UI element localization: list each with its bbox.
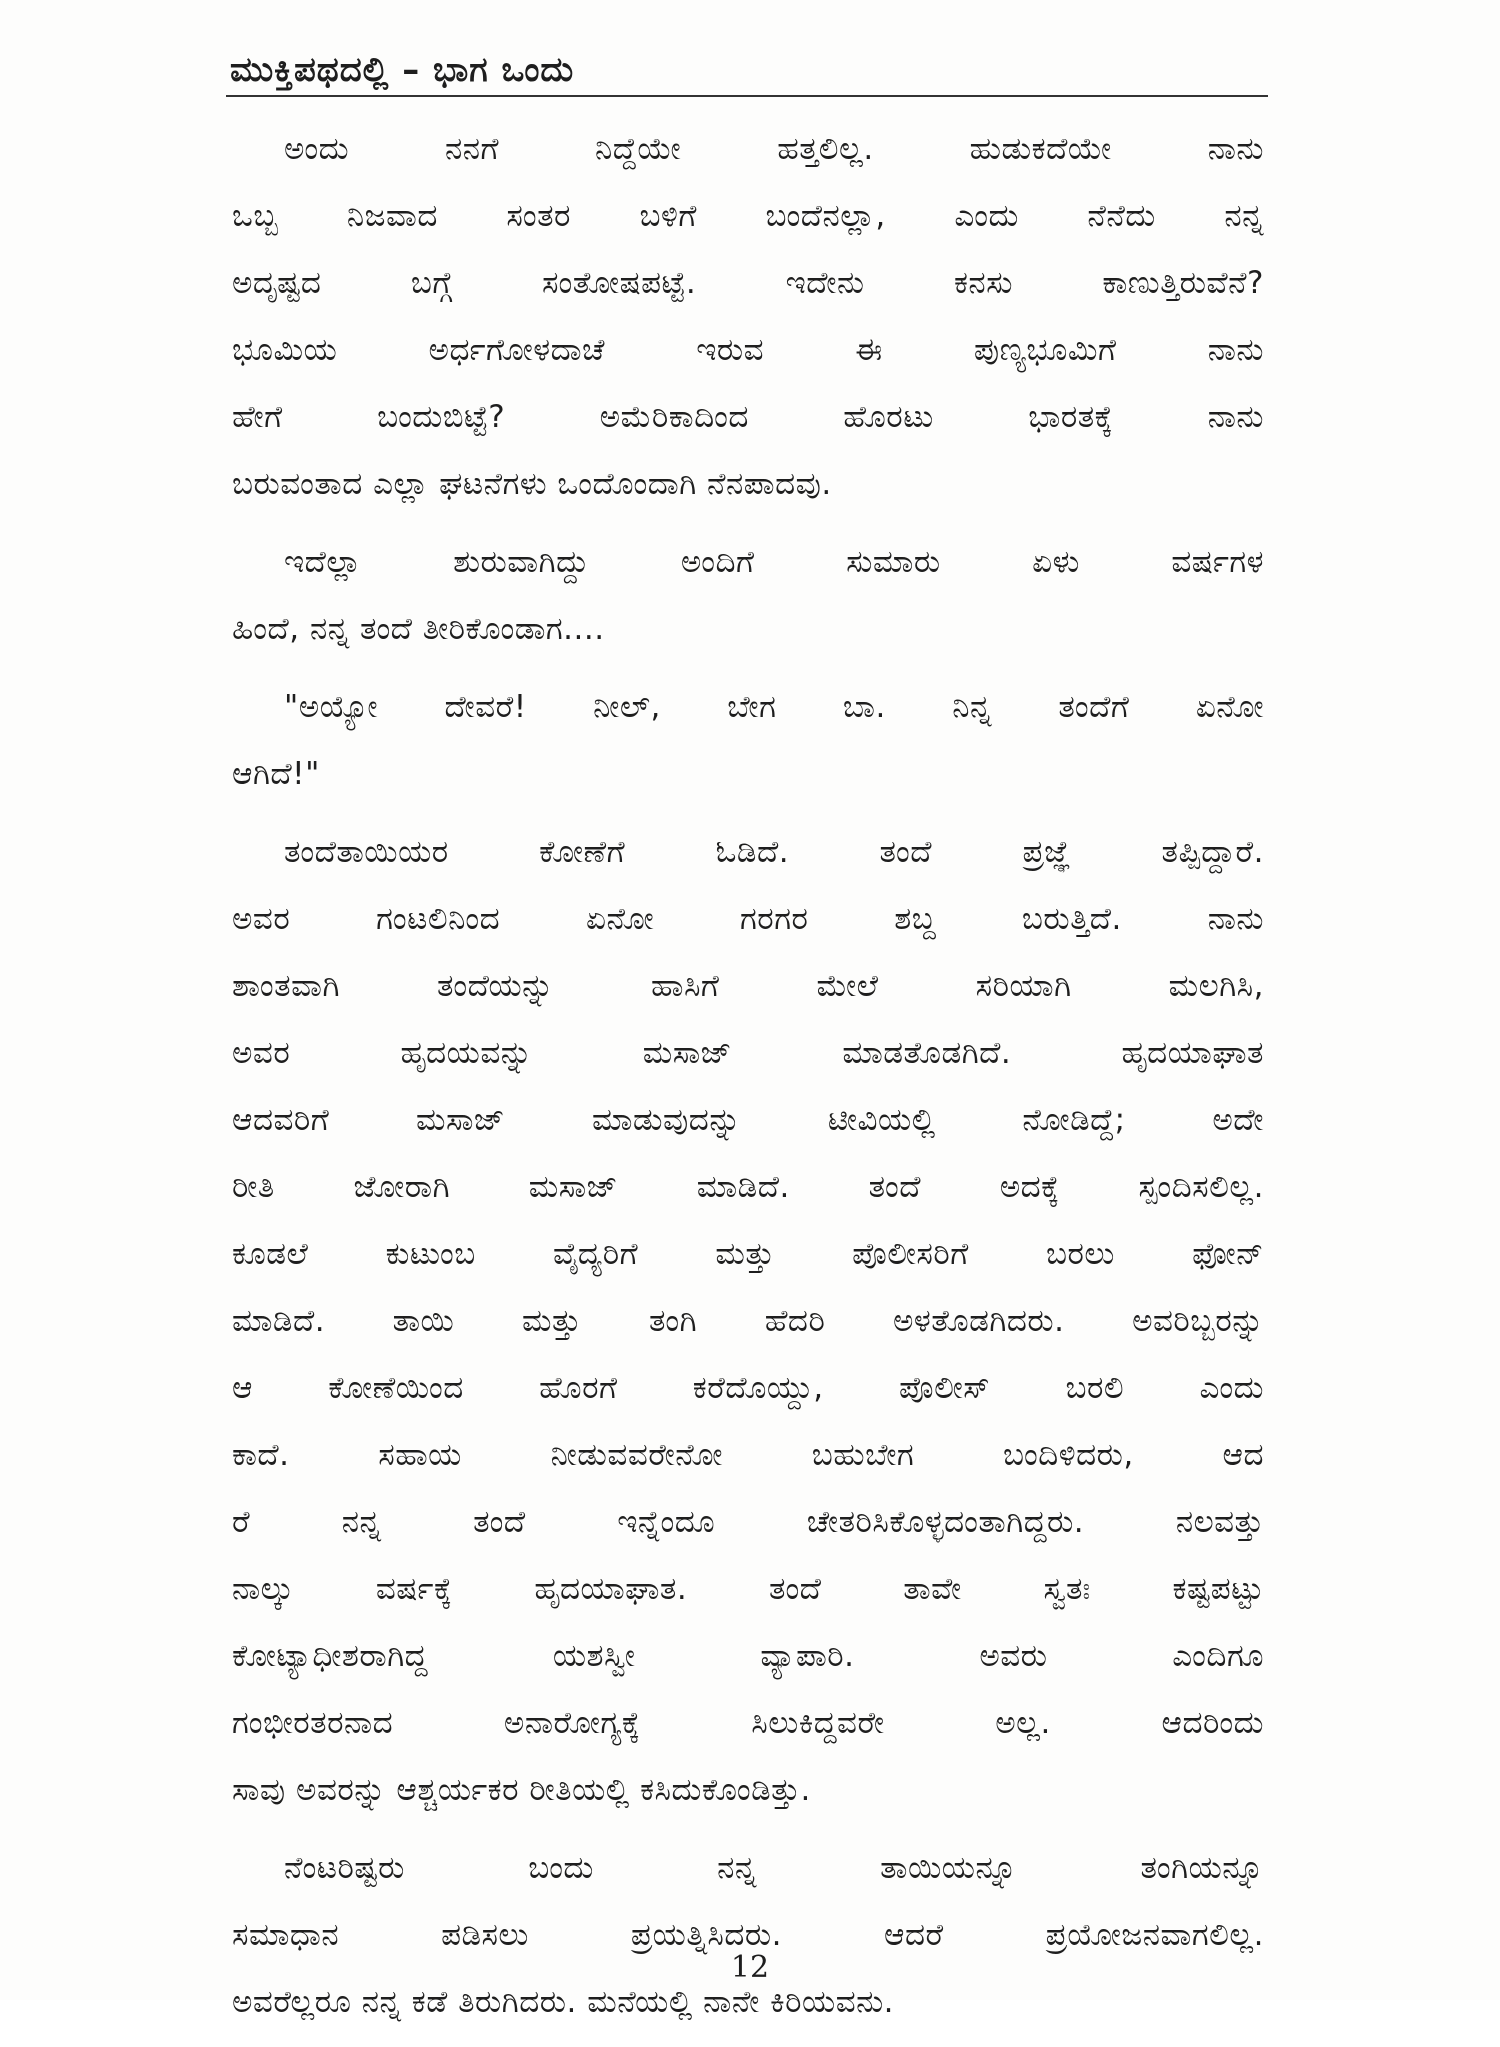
- text-line: ಗಂಭೀರತರನಾದ ಅನಾರೋಗ್ಯಕ್ಕೆ ಸಿಲುಕಿದ್ದವರೇ ಅಲ್ಲ. ಆದರಿಂದು: [232, 1705, 1264, 1741]
- running-head: ಮುಕ್ತಿಪಥದಲ್ಲಿ – ಭಾಗ ಒಂದು: [230, 50, 575, 90]
- paragraph: [232, 116, 1264, 518]
- text-line: ಇದೆಲ್ಲಾ ಶುರುವಾಗಿದ್ದು ಅಂದಿಗೆ ಸುಮಾರು ಏಳು ವರ್ಷಗಳ: [284, 544, 1264, 580]
- text-line: ಕೂಡಲೆ ಕುಟುಂಬ ವೈದ್ಯರಿಗೆ ಮತ್ತು ಪೊಲೀಸರಿಗೆ ಬರಲು ಫೋನ್: [232, 1236, 1264, 1272]
- paragraph: [232, 1835, 1264, 2036]
- text-line: ನೆಂಟರಿಷ್ಟರು ಬಂದು ನನ್ನ ತಾಯಿಯನ್ನೂ ತಂಗಿಯನ್ನೂ: [284, 1850, 1264, 1886]
- text-line: ನಾಲ್ಕು ವರ್ಷಕ್ಕೆ ಹೃದಯಾಘಾತ. ತಂದೆ ತಾವೇ ಸ್ವತಃ ಕಷ್ಟಪಟ್ಟು: [232, 1571, 1264, 1607]
- text-line: ರೆ ನನ್ನ ತಂದೆ ಇನ್ನೆಂದೂ ಚೇತರಿಸಿಕೊಳ್ಳದಂತಾಗಿದ್ದರು. ನಲವತ್ತು: [232, 1504, 1264, 1540]
- text-line: ಅವರೆಲ್ಲರೂ ನನ್ನ ಕಡೆ ತಿರುಗಿದರು. ಮನೆಯಲ್ಲಿ ನಾನೇ ಕಿರಿಯವನು.: [232, 1984, 895, 2020]
- text-line: ಅವರ ಗಂಟಲಿನಿಂದ ಏನೋ ಗರಗರ ಶಬ್ದ ಬರುತ್ತಿದೆ. ನಾನು: [232, 901, 1264, 937]
- text-line: ಶಾಂತವಾಗಿ ತಂದೆಯನ್ನು ಹಾಸಿಗೆ ಮೇಲೆ ಸರಿಯಾಗಿ ಮಲಗಿಸಿ,: [232, 968, 1264, 1004]
- header-rule: [226, 95, 1268, 97]
- paragraph: [232, 529, 1264, 663]
- body-text: [232, 116, 1264, 2047]
- text-line: ಹೇಗೆ ಬಂದುಬಿಟ್ಟೆ? ಅಮೆರಿಕಾದಿಂದ ಹೊರಟು ಭಾರತಕ್ಕೆ ನಾನು: [232, 399, 1264, 435]
- text-line: ಸಾವು ಅವರನ್ನು ಆಶ್ಚರ್ಯಕರ ರೀತಿಯಲ್ಲಿ ಕಸಿದುಕೊಂಡಿತ್ತು.: [232, 1772, 811, 1808]
- text-line: ಆ ಕೋಣೆಯಿಂದ ಹೊರಗೆ ಕರೆದೊಯ್ದು, ಪೊಲೀಸ್ ಬರಲಿ ಎಂದು: [232, 1370, 1264, 1406]
- text-line: ಬರುವಂತಾದ ಎಲ್ಲಾ ಘಟನೆಗಳು ಒಂದೊಂದಾಗಿ ನೆನಪಾದವು.: [232, 466, 832, 502]
- text-line: ಕೋಟ್ಯಾಧೀಶರಾಗಿದ್ದ ಯಶಸ್ವೀ ವ್ಯಾಪಾರಿ. ಅವರು ಎಂದಿಗೂ: [232, 1638, 1264, 1674]
- text-line: ಮಾಡಿದೆ. ತಾಯಿ ಮತ್ತು ತಂಗಿ ಹೆದರಿ ಅಳತೊಡಗಿದರು. ಅವರಿಬ್ಬರನ್ನು: [232, 1303, 1264, 1339]
- text-line: ಕಾದೆ. ಸಹಾಯ ನೀಡುವವರೇನೋ ಬಹುಬೇಗ ಬಂದಿಳಿದರು, ಆದ: [232, 1437, 1264, 1473]
- paragraph: [232, 819, 1264, 1824]
- text-line: "ಅಯ್ಯೋ ದೇವರೆ! ನೀಲ್, ಬೇಗ ಬಾ. ನಿನ್ನ ತಂದೆಗೆ ಏನೋ: [284, 689, 1264, 725]
- text-line: ರೀತಿ ಜೋರಾಗಿ ಮಸಾಜ್ ಮಾಡಿದೆ. ತಂದೆ ಅದಕ್ಕೆ ಸ್ಪಂದಿಸಲಿಲ್ಲ.: [232, 1169, 1264, 1205]
- text-line: ಅಂದು ನನಗೆ ನಿದ್ದೆಯೇ ಹತ್ತಲಿಲ್ಲ. ಹುಡುಕದೆಯೇ ನಾನು: [284, 131, 1264, 167]
- text-line: ಆಗಿದೆ!": [232, 756, 320, 792]
- text-line: ಅದೃಷ್ಟದ ಬಗ್ಗೆ ಸಂತೋಷಪಟ್ಟೆ. ಇದೇನು ಕನಸು ಕಾಣುತ್ತಿರುವೆನೆ?: [232, 265, 1264, 301]
- text-line: ಹಿಂದೆ, ನನ್ನ ತಂದೆ ತೀರಿಕೊಂಡಾಗ....: [232, 611, 605, 647]
- page-number: 12: [730, 1950, 770, 1985]
- text-line: ಒಬ್ಬ ನಿಜವಾದ ಸಂತರ ಬಳಿಗೆ ಬಂದೆನಲ್ಲಾ, ಎಂದು ನೆನೆದು ನನ್ನ: [232, 198, 1264, 234]
- text-line: ತಂದೆತಾಯಿಯರ ಕೋಣೆಗೆ ಓಡಿದೆ. ತಂದೆ ಪ್ರಜ್ಞೆ ತಪ್ಪಿದ್ದಾರೆ.: [284, 834, 1264, 870]
- text-line: ಸಮಾಧಾನ ಪಡಿಸಲು ಪ್ರಯತ್ನಿಸಿದರು. ಆದರೆ ಪ್ರಯೋಜನವಾಗಲಿಲ್ಲ.: [232, 1917, 1264, 1953]
- text-line: ಅವರ ಹೃದಯವನ್ನು ಮಸಾಜ್ ಮಾಡತೊಡಗಿದೆ. ಹೃದಯಾಘಾತ: [232, 1035, 1264, 1071]
- paragraph: [232, 674, 1264, 808]
- text-line: ಆದವರಿಗೆ ಮಸಾಜ್ ಮಾಡುವುದನ್ನು ಟೀವಿಯಲ್ಲಿ ನೋಡಿದ್ದೆ; ಅದೇ: [232, 1102, 1264, 1138]
- text-line: ಭೂಮಿಯ ಅರ್ಧಗೋಳದಾಚೆ ಇರುವ ಈ ಪುಣ್ಯಭೂಮಿಗೆ ನಾನು: [232, 332, 1264, 368]
